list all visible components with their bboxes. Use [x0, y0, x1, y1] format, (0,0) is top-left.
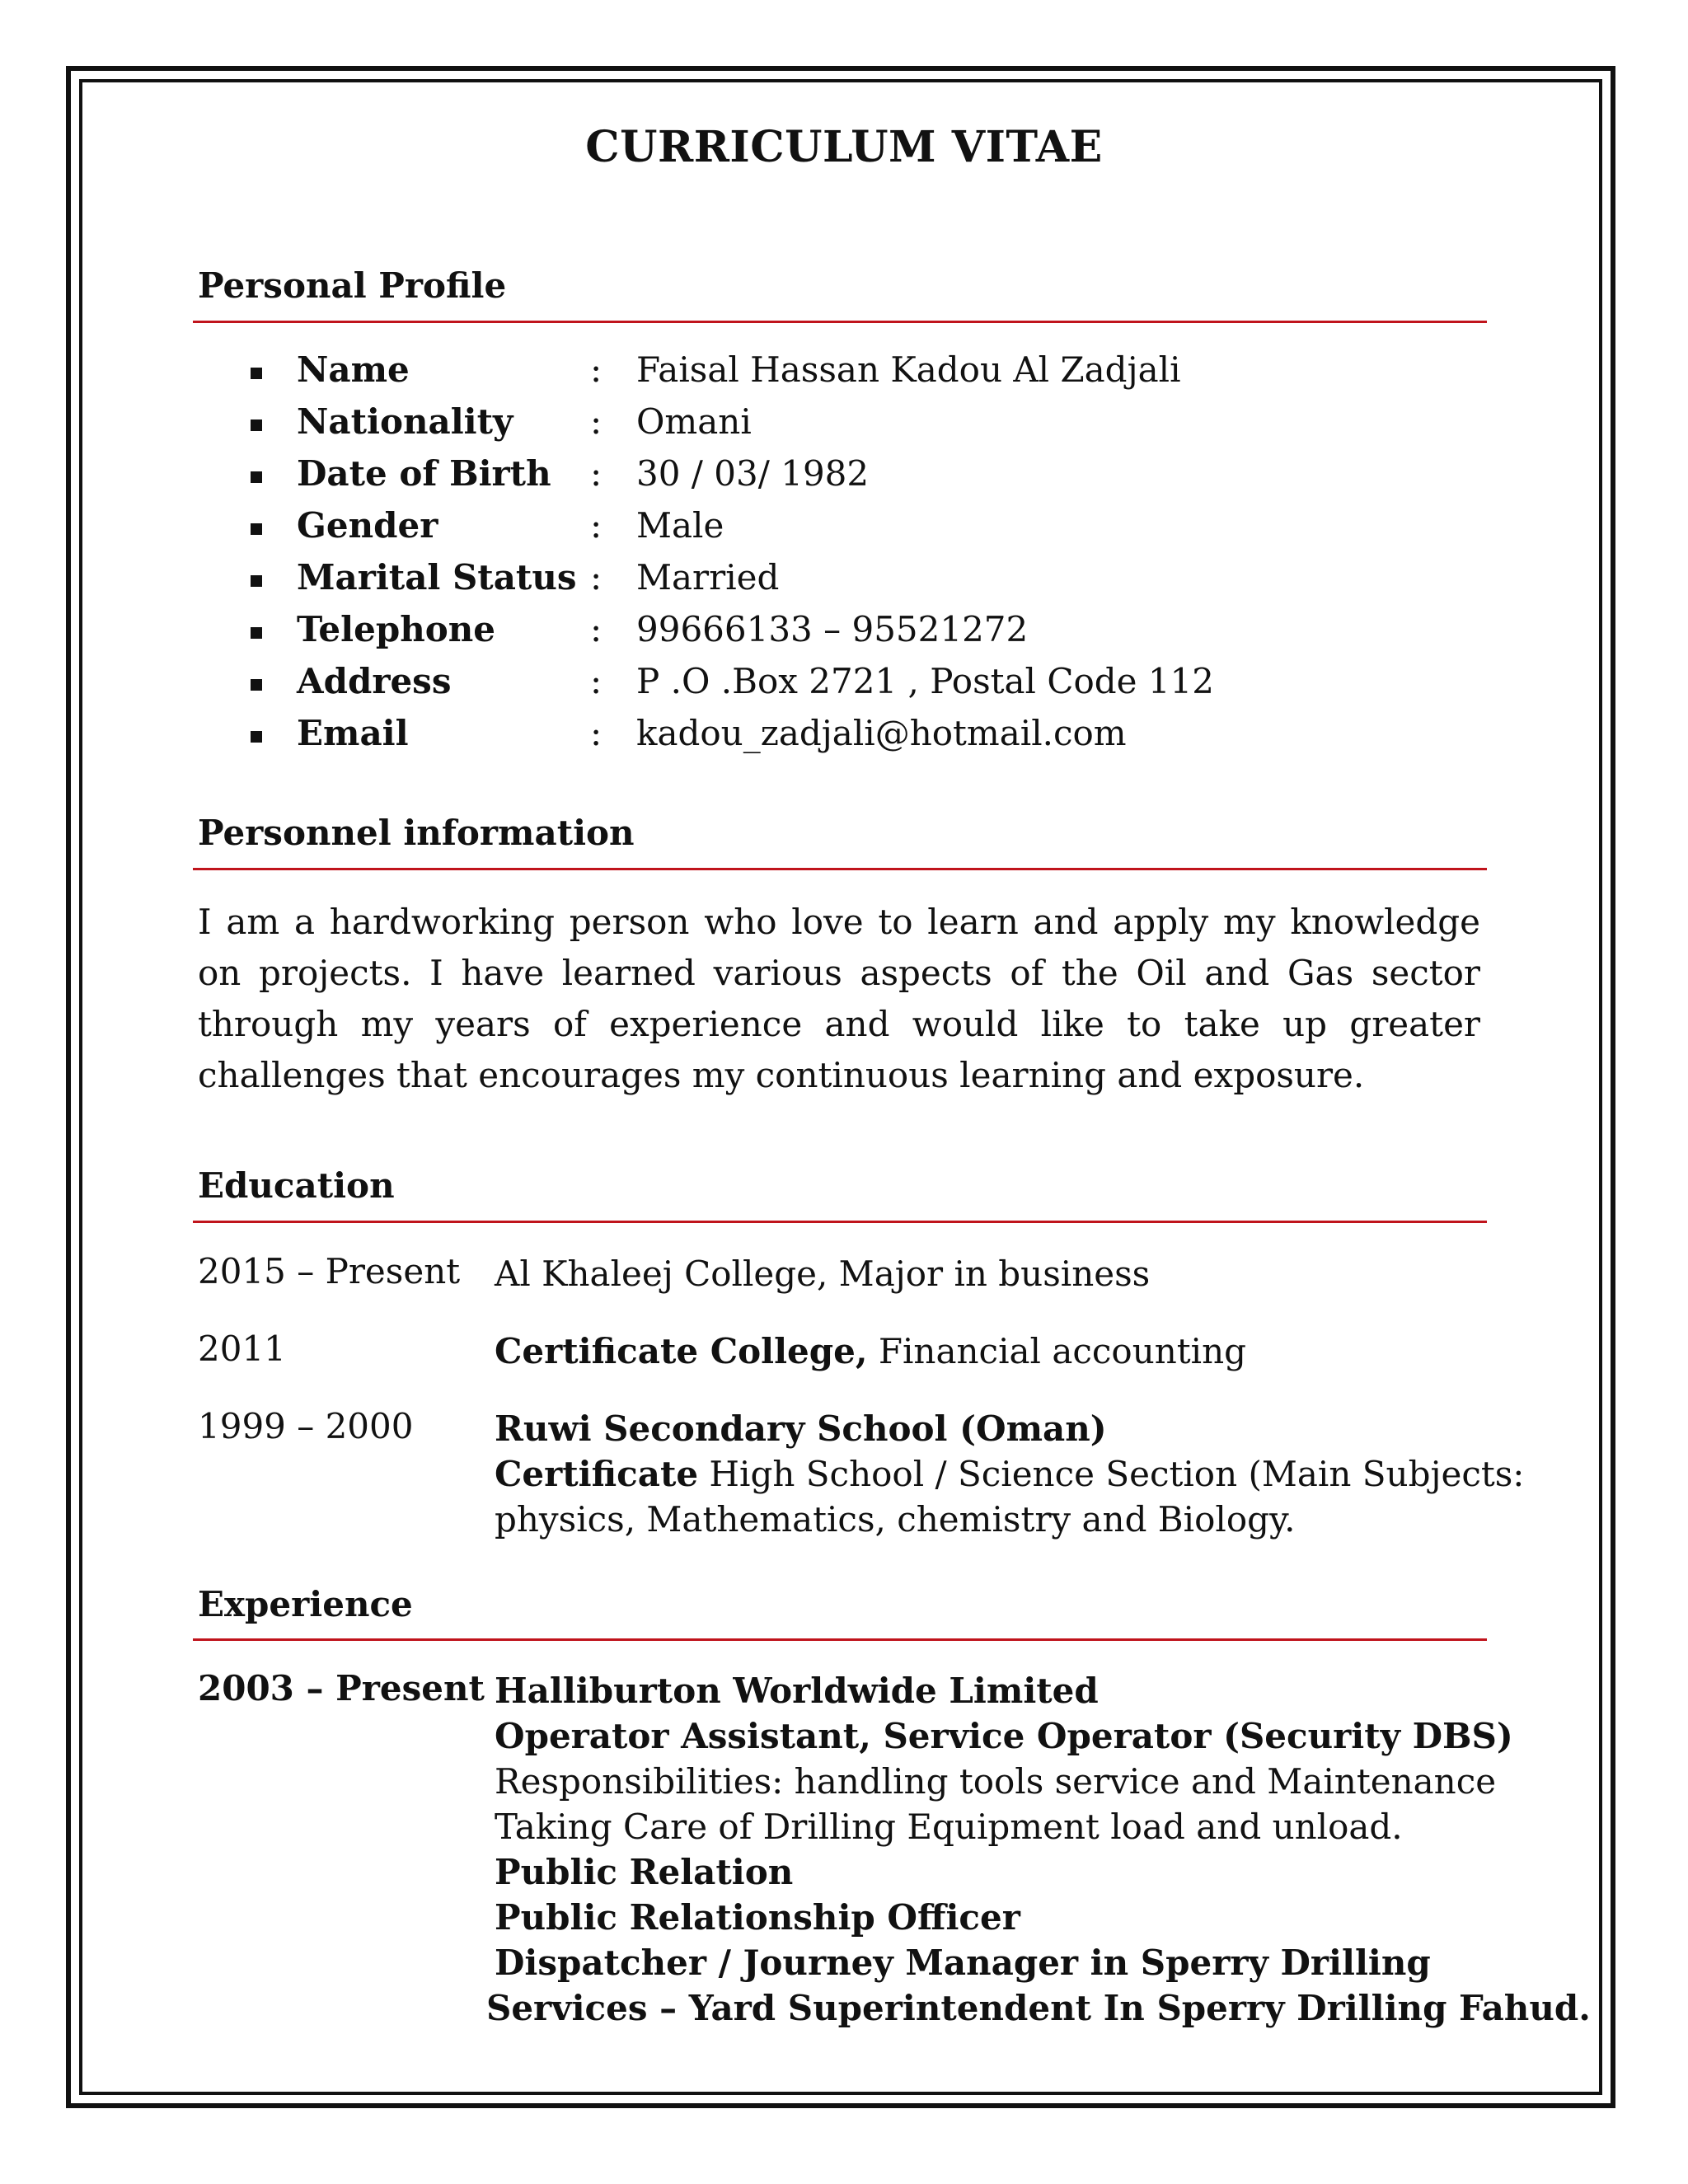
education-text: physics, Mathematics, chemistry and Biology. — [495, 1499, 1296, 1540]
profile-row — [0, 661, 1688, 710]
experience-role: Operator Assistant, Service Operator (Security DBS) — [495, 1716, 1513, 1756]
profile-value: P .O .Box 2721 , Postal Code 112 — [636, 661, 1214, 701]
profile-value: Male — [636, 505, 724, 546]
section-heading-profile: Personal Profile — [198, 265, 507, 306]
education-detail — [495, 1406, 1525, 1542]
section-heading-personnel: Personnel information — [198, 813, 635, 853]
experience-line: Public Relationship Officer — [495, 1897, 1020, 1938]
profile-value: 99666133 – 95521272 — [636, 609, 1029, 649]
profile-label: Nationality — [297, 401, 513, 442]
profile-row — [0, 505, 1688, 555]
profile-colon: : — [590, 609, 603, 649]
profile-value: Omani — [636, 401, 752, 442]
education-text: Al Khaleej College, Major in business — [495, 1254, 1151, 1294]
document-title: CURRICULUM VITAE — [585, 122, 1103, 172]
experience-line: Dispatcher / Journey Manager in Sperry Drilling — [495, 1943, 1431, 1983]
profile-colon: : — [590, 713, 603, 753]
profile-row — [0, 349, 1688, 399]
profile-label: Email — [297, 713, 409, 753]
profile-value: Faisal Hassan Kadou Al Zadjali — [636, 349, 1181, 390]
education-certificate: Certificate — [495, 1454, 699, 1494]
profile-label: Telephone — [297, 609, 496, 649]
bullet-icon — [251, 368, 262, 379]
profile-label: Address — [297, 661, 452, 701]
bullet-icon — [251, 731, 262, 743]
bullet-icon — [251, 575, 262, 587]
section-rule — [193, 1221, 1487, 1223]
experience-company: Halliburton Worldwide Limited — [495, 1671, 1099, 1711]
section-rule — [193, 321, 1487, 323]
profile-value: kadou_zadjali@hotmail.com — [636, 713, 1127, 753]
section-heading-education: Education — [198, 1165, 395, 1206]
profile-colon: : — [590, 349, 603, 390]
profile-row — [0, 713, 1688, 762]
education-text: High School / Science Section (Main Subjects: — [698, 1454, 1525, 1494]
profile-colon: : — [590, 401, 603, 442]
education-detail — [495, 1329, 1500, 1374]
bullet-icon — [251, 523, 262, 535]
bullet-icon — [251, 679, 262, 691]
experience-years: 2003 – Present — [198, 1668, 485, 1708]
education-detail — [495, 1251, 1500, 1296]
experience-responsibility: Taking Care of Drilling Equipment load and unload. — [495, 1807, 1403, 1847]
profile-row — [0, 453, 1688, 503]
experience-detail — [486, 1668, 1591, 2031]
section-rule — [193, 1638, 1487, 1641]
education-years: 1999 – 2000 — [198, 1406, 414, 1446]
profile-label: Date of Birth — [297, 453, 551, 494]
education-years: 2015 – Present — [198, 1251, 461, 1291]
profile-label: Marital Status — [297, 557, 577, 598]
profile-row — [0, 557, 1688, 607]
section-rule — [193, 868, 1487, 870]
profile-colon: : — [590, 505, 603, 546]
education-text: Financial accounting — [867, 1331, 1247, 1371]
education-years: 2011 — [198, 1329, 286, 1369]
profile-value: 30 / 03/ 1982 — [636, 453, 870, 494]
profile-value: Married — [636, 557, 780, 598]
bullet-icon — [251, 471, 262, 483]
summary-paragraph: I am a hardworking person who love to learn and apply my knowledge on projects. I have learned various aspects of the Oil and Gas sector through my years of experience and would like to take up greater challenges that encourages my continuous learning and exposure. — [198, 902, 1480, 1095]
experience-line: Public Relation — [495, 1852, 794, 1892]
profile-label: Gender — [297, 505, 438, 546]
experience-line: Services – Yard Superintendent In Sperry Drilling Fahud. — [486, 1988, 1591, 2028]
profile-label: Name — [297, 349, 410, 390]
profile-colon: : — [590, 557, 603, 598]
experience-responsibility: Responsibilities: handling tools service and Maintenance — [495, 1761, 1497, 1802]
education-institution: Ruwi Secondary School (Oman) — [495, 1408, 1107, 1449]
profile-row — [0, 609, 1688, 658]
profile-row — [0, 401, 1688, 451]
profile-colon: : — [590, 453, 603, 494]
bullet-icon — [251, 627, 262, 639]
profile-colon: : — [590, 661, 603, 701]
section-heading-experience: Experience — [198, 1584, 413, 1624]
education-institution: Certificate College, — [495, 1331, 868, 1371]
bullet-icon — [251, 419, 262, 431]
